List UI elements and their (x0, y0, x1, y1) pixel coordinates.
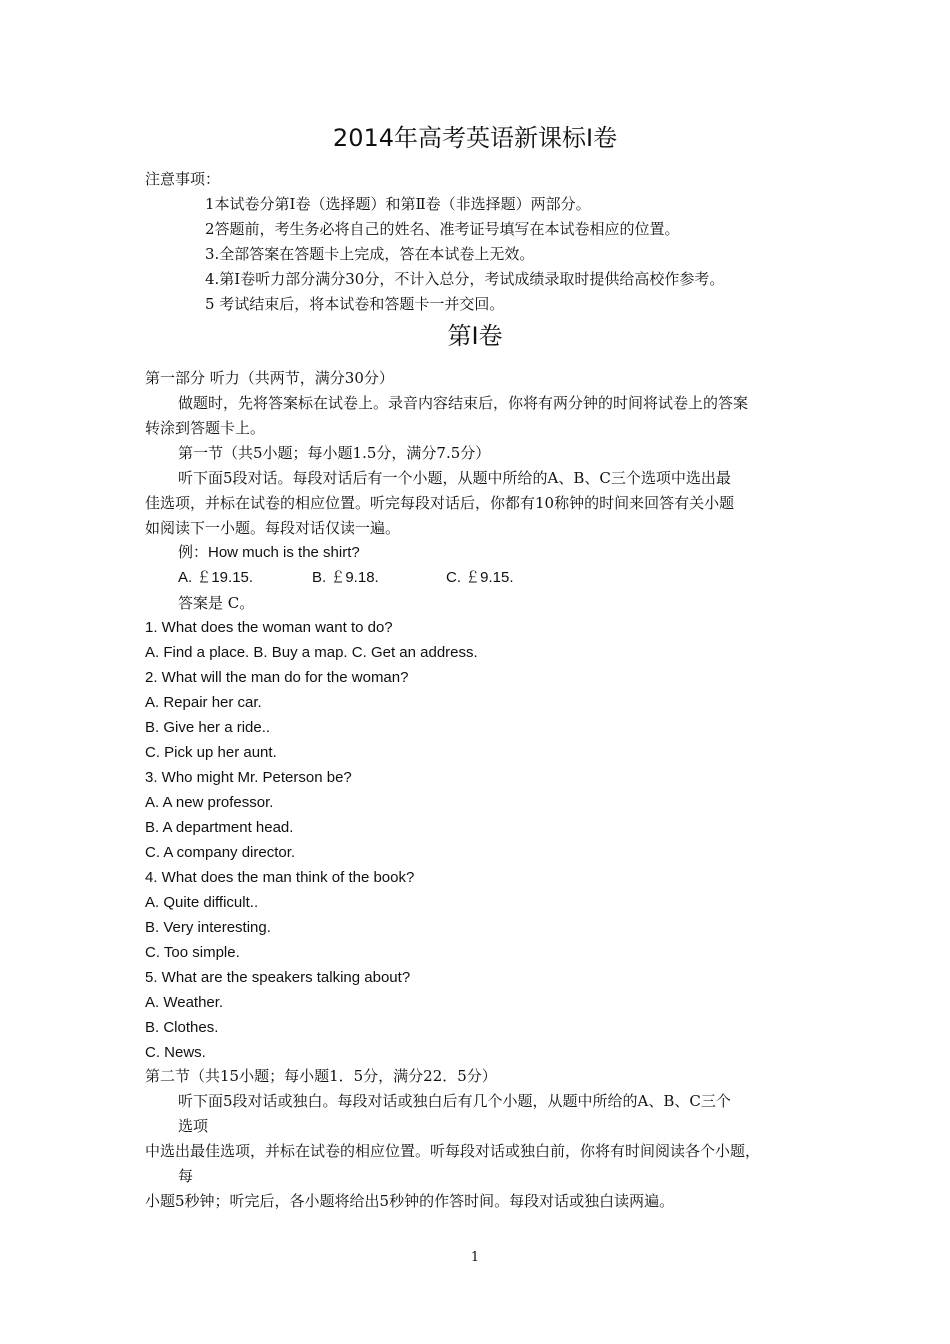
question-line: C. Too simple. (145, 944, 240, 961)
example-option-a: A. ￡19.15. (178, 569, 254, 586)
question-line: A. Weather. (145, 994, 224, 1011)
section1-instructions: 听下面5段对话。每段对话后有一个小题，从题中所给的A、B、C三个选项中选出最 (178, 469, 731, 487)
question-line: C. News. (145, 1044, 206, 1061)
question-line: B. Very interesting. (145, 919, 271, 936)
example-option-c: C. ￡9.15. (446, 569, 514, 586)
section1-instructions: 如阅读下一小题。每段对话仅读一遍。 (145, 519, 401, 537)
question-line: A. Find a place. B. Buy a map. C. Get an address. (145, 644, 478, 661)
section2-instructions: 听下面5段对话或独白。每段对话或独白后有几个小题，从题中所给的A、B、C三个 (178, 1092, 731, 1110)
section1-instructions: 佳选项，并标在试卷的相应位置。听完每段对话后，你都有10称钟的时间来回答有关小题 (145, 494, 735, 512)
part1-intro: 转涂到答题卡上。 (145, 419, 266, 437)
part1-heading: 第一部分 听力（共两节，满分30分） (145, 369, 394, 387)
notice-item: 4.第Ⅰ卷听力部分满分30分，不计入总分，考试成绩录取时提供给高校作参考。 (205, 270, 725, 288)
volume-title: 第Ⅰ卷 (447, 322, 503, 350)
section1-heading: 第一节（共5小题；每小题1.5分，满分7.5分） (178, 444, 491, 462)
question-line: 1. What does the woman want to do? (145, 619, 393, 636)
example-question: 例：How much is the shirt? (178, 544, 360, 561)
notice-heading: 注意事项： (145, 170, 221, 188)
question-line: C. A company director. (145, 844, 296, 861)
section2-heading: 第二节（共15小题；每小题1．5分，满分22．5分） (145, 1067, 497, 1085)
example-answer: 答案是 C。 (178, 594, 255, 612)
question-line: 5. What are the speakers talking about? (145, 969, 411, 986)
question-line: 3. Who might Mr. Peterson be? (145, 769, 352, 786)
question-line: 4. What does the man think of the book? (145, 869, 415, 886)
question-line: A. A new professor. (145, 794, 274, 811)
section2-instructions: 每 (178, 1167, 194, 1185)
notice-item: 1本试卷分第Ⅰ卷（选择题）和第Ⅱ卷（非选择题）两部分。 (205, 195, 591, 213)
example-option-b: B. ￡9.18. (312, 569, 379, 586)
question-line: A. Repair her car. (145, 694, 262, 711)
section2-instructions: 选项 (178, 1117, 209, 1135)
notice-item: 3.全部答案在答题卡上完成，答在本试卷上无效。 (205, 245, 535, 263)
question-line: B. Clothes. (145, 1019, 219, 1036)
question-line: A. Quite difficult.. (145, 894, 259, 911)
part1-intro: 做题时，先将答案标在试卷上。录音内容结束后，你将有两分钟的时间将试卷上的答案 (178, 394, 749, 412)
page-number: 1 (470, 1250, 480, 1265)
notice-item: 5 考试结束后，将本试卷和答题卡一并交回。 (205, 295, 505, 313)
question-line: C. Pick up her aunt. (145, 744, 277, 761)
question-line: B. A department head. (145, 819, 294, 836)
section2-instructions: 中选出最佳选项，并标在试卷的相应位置。听每段对话或独白前，你将有时间阅读各个小题， (145, 1142, 761, 1160)
question-line: B. Give her a ride.. (145, 719, 271, 736)
section2-instructions: 小题5秒钟；听完后，各小题将给出5秒钟的作答时间。每段对话或独白读两遍。 (145, 1192, 675, 1210)
page-title: 2014年高考英语新课标Ⅰ卷 (332, 124, 618, 152)
example-options (178, 567, 514, 589)
question-line: 2. What will the man do for the woman? (145, 669, 409, 686)
notice-item: 2答题前，考生务必将自己的姓名、准考证号填写在本试卷相应的位置。 (205, 220, 680, 238)
